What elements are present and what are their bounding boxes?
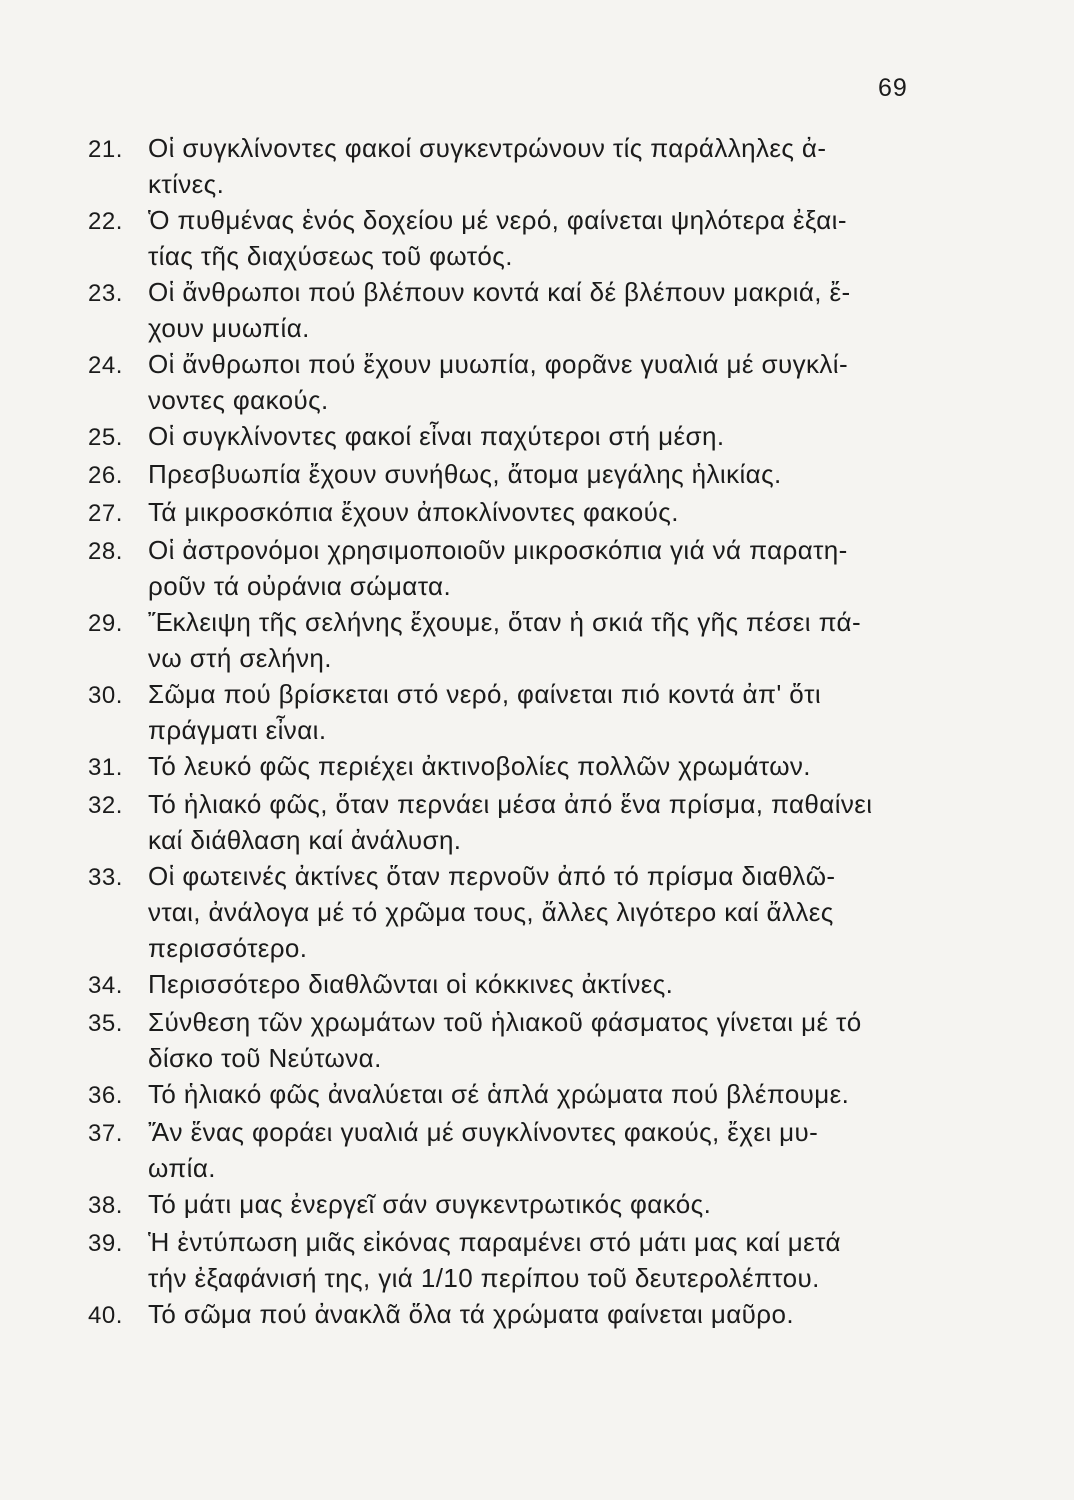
statement-line: Πρεσβυωπία ἔχουν συνήθως, ἄτομα μεγάλης ἡλικίας. xyxy=(148,459,782,489)
statement-list xyxy=(88,130,948,1334)
statement-line: Ἡ ἐντύπωση μιᾶς εἰκόνας παραμένει στό μάτι μας καί μετά xyxy=(148,1227,841,1257)
statement-number: 35. xyxy=(88,1010,123,1037)
statement-line: ωπία. xyxy=(148,1153,216,1183)
statement-text xyxy=(148,494,948,530)
statement-number: 28. xyxy=(88,538,123,565)
statement-line: πράγματι εἶναι. xyxy=(148,715,327,745)
statement-item xyxy=(88,274,948,346)
statement-text xyxy=(148,532,948,604)
statement-item xyxy=(88,1076,948,1114)
statement-text xyxy=(148,1224,948,1296)
statement-text xyxy=(148,966,948,1002)
statement-item xyxy=(88,604,948,676)
statement-text xyxy=(148,202,948,274)
statement-number: 30. xyxy=(88,682,123,709)
statement-line: καί διάθλαση καί ἀνάλυση. xyxy=(148,825,462,855)
statement-item xyxy=(88,456,948,494)
statement-text xyxy=(148,1114,948,1186)
statement-text xyxy=(148,346,948,418)
statement-line: Οἱ ἄνθρωποι πού ἔχουν μυωπία, φορᾶνε γυαλιά μέ συγκλί- xyxy=(148,349,849,379)
statement-text xyxy=(148,1004,948,1076)
statement-line: Οἱ συγκλίνοντες φακοί εἶναι παχύτεροι στή μέση. xyxy=(148,421,725,451)
statement-text xyxy=(148,130,948,202)
statement-line: Σύνθεση τῶν χρωμάτων τοῦ ἡλιακοῦ φάσματος γίνεται μέ τό xyxy=(148,1007,862,1037)
statement-item xyxy=(88,786,948,858)
statement-line: περισσότερο. xyxy=(148,933,308,963)
statement-number: 24. xyxy=(88,352,123,379)
statement-number: 26. xyxy=(88,462,123,489)
statement-number: 37. xyxy=(88,1120,123,1147)
statement-line: Σῶμα πού βρίσκεται στό νερό, φαίνεται πιό κοντά ἀπ' ὅτι xyxy=(148,679,822,709)
statement-item xyxy=(88,1114,948,1186)
statement-line: νοντες φακούς. xyxy=(148,385,329,415)
statement-item xyxy=(88,676,948,748)
statement-line: τίας τῆς διαχύσεως τοῦ φωτός. xyxy=(148,241,513,271)
statement-item xyxy=(88,418,948,456)
statement-item xyxy=(88,1296,948,1334)
statement-item xyxy=(88,966,948,1004)
statement-item xyxy=(88,130,948,202)
statement-text xyxy=(148,786,948,858)
statement-item xyxy=(88,1224,948,1296)
statement-text xyxy=(148,1076,948,1112)
statement-number: 33. xyxy=(88,864,123,891)
statement-item xyxy=(88,1004,948,1076)
statement-line: Οἱ φωτεινές ἀκτίνες ὅταν περνοῦν ἀπό τό πρίσμα διαθλῶ- xyxy=(148,861,836,891)
statement-number: 34. xyxy=(88,972,123,999)
statement-text xyxy=(148,274,948,346)
statement-number: 40. xyxy=(88,1302,123,1329)
statement-line: νται, ἀνάλογα μέ τό χρῶμα τους, ἄλλες λιγότερο καί ἄλλες xyxy=(148,897,834,927)
statement-item xyxy=(88,748,948,786)
statement-line: Ἔκλειψη τῆς σελήνης ἔχουμε, ὅταν ἡ σκιά τῆς γῆς πέσει πά- xyxy=(148,607,862,637)
statement-line: Τό ἡλιακό φῶς, ὅταν περνάει μέσα ἀπό ἕνα πρίσμα, παθαίνει xyxy=(148,789,873,819)
statement-item xyxy=(88,202,948,274)
statement-text xyxy=(148,676,948,748)
statement-text xyxy=(148,604,948,676)
statement-line: Τό λευκό φῶς περιέχει ἀκτινοβολίες πολλῶν χρωμάτων. xyxy=(148,751,811,781)
statement-text xyxy=(148,418,948,454)
statement-line: χουν μυωπία. xyxy=(148,313,310,343)
statement-text xyxy=(148,858,948,966)
statement-line: Ἄν ἕνας φοράει γυαλιά μέ συγκλίνοντες φακούς, ἔχει μυ- xyxy=(148,1117,819,1147)
statement-line: νω στή σελήνη. xyxy=(148,643,332,673)
statement-line: Οἱ ἄνθρωποι πού βλέπουν κοντά καί δέ βλέπουν μακριά, ἔ- xyxy=(148,277,851,307)
statement-item xyxy=(88,858,948,966)
statement-number: 27. xyxy=(88,500,123,527)
statement-item xyxy=(88,1186,948,1224)
statement-number: 31. xyxy=(88,754,123,781)
statement-number: 36. xyxy=(88,1082,123,1109)
statement-number: 38. xyxy=(88,1192,123,1219)
statement-item xyxy=(88,494,948,532)
page-number: 69 xyxy=(878,74,908,102)
statement-text xyxy=(148,1296,948,1332)
statement-line: Τό ἡλιακό φῶς ἀναλύεται σέ ἁπλά χρώματα πού βλέπουμε. xyxy=(148,1079,850,1109)
statement-line: Ὁ πυθμένας ἑνός δοχείου μέ νερό, φαίνεται ψηλότερα ἐξαι- xyxy=(148,205,847,235)
statement-line: τήν ἐξαφάνισή της, γιά 1/10 περίπου τοῦ δευτερολέπτου. xyxy=(148,1263,820,1293)
statement-number: 25. xyxy=(88,424,123,451)
statement-text xyxy=(148,1186,948,1222)
statement-text xyxy=(148,456,948,492)
statement-number: 23. xyxy=(88,280,123,307)
statement-line: Τά μικροσκόπια ἔχουν ἀποκλίνοντες φακούς. xyxy=(148,497,679,527)
statement-number: 21. xyxy=(88,136,123,163)
statement-line: Οἱ ἀστρονόμοι χρησιμοποιοῦν μικροσκόπια γιά νά παρατη- xyxy=(148,535,848,565)
statement-line: Τό μάτι μας ἐνεργεῖ σάν συγκεντρωτικός φακός. xyxy=(148,1189,712,1219)
statement-line: Οἱ συγκλίνοντες φακοί συγκεντρώνουν τίς παράλληλες ἀ- xyxy=(148,133,827,163)
statement-text xyxy=(148,748,948,784)
statement-item xyxy=(88,346,948,418)
statement-line: ροῦν τά οὐράνια σώματα. xyxy=(148,571,452,601)
statement-line: Περισσότερο διαθλῶνται οἱ κόκκινες ἀκτίνες. xyxy=(148,969,674,999)
statement-line: Τό σῶμα πού ἀνακλᾶ ὅλα τά χρώματα φαίνεται μαῦρο. xyxy=(148,1299,794,1329)
statement-number: 32. xyxy=(88,792,123,819)
statement-number: 22. xyxy=(88,208,123,235)
statement-number: 39. xyxy=(88,1230,123,1257)
statement-number: 29. xyxy=(88,610,123,637)
statement-item xyxy=(88,532,948,604)
statement-line: δίσκο τοῦ Νεύτωνα. xyxy=(148,1043,382,1073)
statement-line: κτίνες. xyxy=(148,169,225,199)
